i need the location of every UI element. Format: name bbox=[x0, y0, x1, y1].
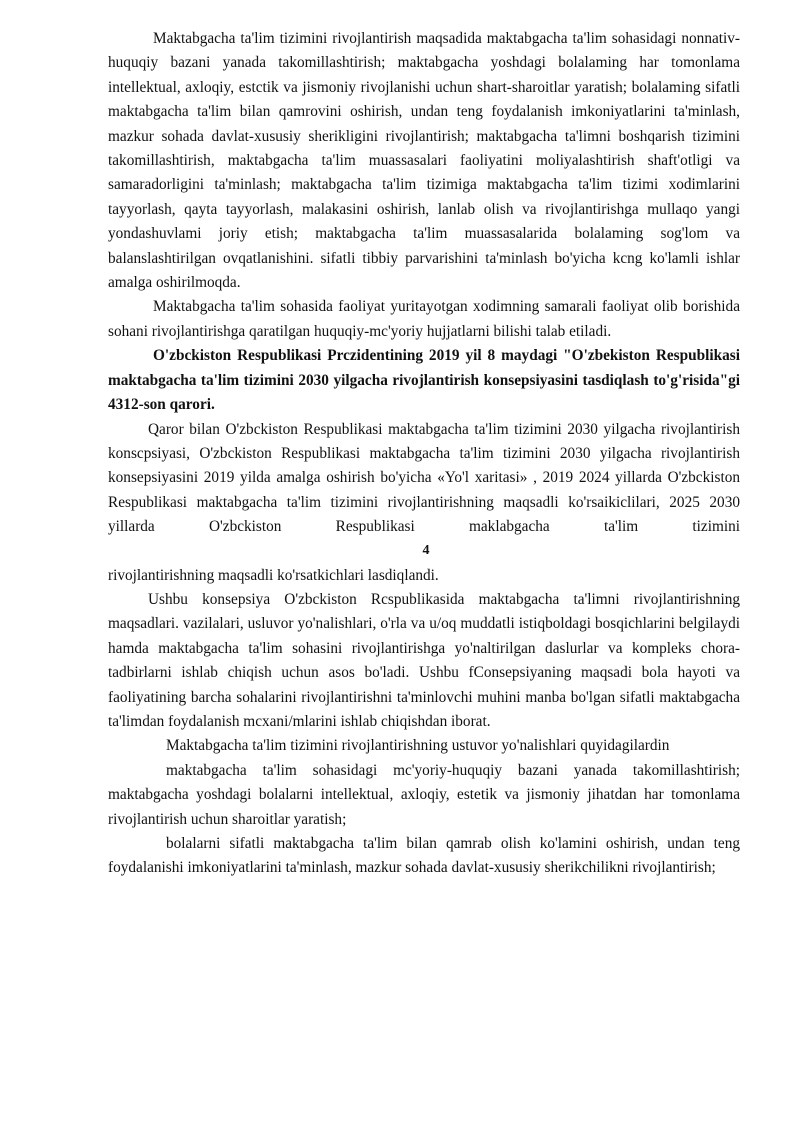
list-item-regulatory-base: maktabgacha ta'lim sohasidagi mc'yoriy-huquqiy bazani yanada takomillashtirish; maktabgacha yoshdagi bolalarni intellektual, axloqiy, estetik va jismoniy jihatdan har tomonlama rivojlantirish uchun sharoitlar yaratish; bbox=[108, 761, 740, 828]
document-page bbox=[108, 27, 740, 881]
paragraph-staff-knowledge: Maktabgacha ta'lim sohasida faoliyat yuritayotgan xodimning samarali faoliyat olib borishida sohani rivojlantirishga qaratilgan huquqiy-mc'yoriy hujjatlarni bilishi talab etiladi. bbox=[108, 298, 740, 340]
paragraph-priorities: Maktabgacha ta'lim tizimini rivojlantirishning ustuvor yo'nalishlari quyidagilardin bbox=[166, 737, 670, 755]
list-item-coverage: bolalarni sifatli maktabgacha ta'lim bilan qamrab olish ko'lamini oshirish, undan teng foydalanishi imkoniyatlarini ta'minlash, mazkur sohada davlat-xususiy sherikchilikni rivojlantirish; bbox=[108, 835, 740, 877]
paragraph-intro: Maktabgacha ta'lim tizimini rivojlantirish maqsadida maktabgacha ta'lim sohasidagi nonnativ-huquqiy bazani yanada takomillashtirish; maktabgacha yoshdagi bolalaming har tomonlama intellektual, axloqiy, estctik va jismoniy rivojlanishi uchun shart-sharoitlar yaratish; bolalaming sifatli maktabgacha ta'lim bilan qamrovini oshirish, undan teng foydalanish imkoniyatlarini ta'minlash, mazkur sohada davlat-xususiy sherikligini rivojlantirish; maktabgacha ta'limni boshqarish tizimini takomillashtirish, maktabgacha ta'lim muassasalari faoliyatini moliyalashtirish shaft'otligi va samaradorligini ta'minlash; maktabgacha ta'lim tizimiga maktabgacha ta'lim tizimi xodimlarini tayyorlash, qayta tayyorlash, malakasini oshirish, lanlab olish va rivojlantirishga mullaqo yangi yondashuvlami joriy etish; maktabgacha ta'lim muassasalarida bolalaming sog'lom va balanslashtirilgan ovqatlanishini. sifatli tibbiy parvarishini ta'minlash bo'yicha kcng ko'lamli ishlar amalga oshirilmoqda. bbox=[108, 30, 740, 292]
decree-heading: O'zbckiston Respublikasi Prczidentining 2019 yil 8 maydagi "O'zbekiston Respublikasi maktabgacha ta'lim tizimini 2030 yilgacha rivojlantirish konsepsiyasini tasdiqlash to'g'risida"gi 4312-son qarori. bbox=[108, 347, 740, 414]
paragraph-concept: Ushbu konsepsiya O'zbckiston Rcspublikasida maktabgacha ta'limni rivojlantirishning maqsadlari. vazilalari, usluvor yo'nalishlari, o'rla va u/oq muddatli istiqboldagi bosqichlarini belgilaydi hamda maktabgacha ta'lim sohasini rivojlantirishga yo'naltirilgan daslurlar va kompleks chora-tadbirlarni ishlab chiqish uchun asos bo'ladi. Ushbu fConsepsiyaning maqsadi bola hayoti va faoliyatining barcha sohalarini rivojlantirishni ta'minlovchi muhini manba bo'lgan sifatli maktabgacha ta'limdan foydalanish mcxani/mlarini ishlab chiqishdan iborat. bbox=[108, 590, 740, 730]
paragraph-continuation: rivojlantirishning maqsadli ko'rsatkichlari lasdiqlandi. bbox=[108, 566, 439, 584]
page-number: 4 bbox=[422, 542, 430, 558]
paragraph-decree-approval: Qaror bilan O'zbckiston Respublikasi maktabgacha ta'lim tizimini 2030 yilgacha rivojlantirish konscpsiyasi, O'zbckiston Respublikasi maktabgacha ta'lim tizimini 2030 yilgacha rivojlantirish konsepsiyasini 2019 yilda amalga oshirish bo'yicha «Yo'l xaritasi» , 2019 2024 yillarda O'zbckiston Respublikasi maktabgacha ta'lim tizimini rivojlantirishning maqsadli ko'rsaikiclilari, 2025 2030 yillarda O'zbckiston Respublikasi maklabgacha ta'lim tizimini bbox=[108, 420, 740, 536]
